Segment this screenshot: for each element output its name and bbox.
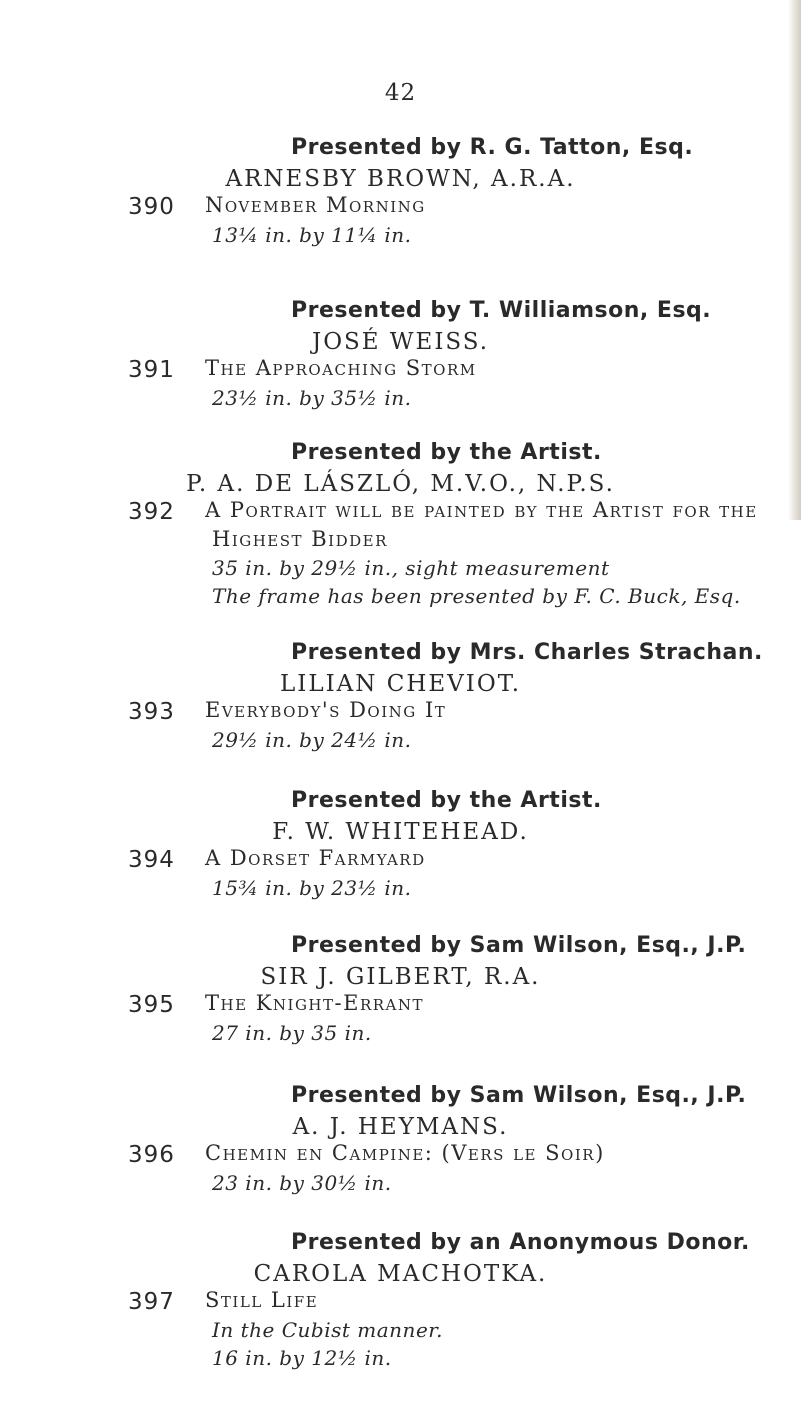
donor-line: Presented by Sam Wilson, Esq., J.P.: [291, 933, 747, 958]
dimensions: 29½ in. by 24½ in.: [212, 728, 412, 752]
page-number: 42: [384, 80, 417, 106]
artwork-title: Still Life: [205, 1288, 319, 1312]
dimensions: 27 in. by 35 in.: [212, 1021, 372, 1045]
artist-name: A. J. HEYMANS.: [292, 1114, 509, 1140]
artwork-title: Everybody's Doing It: [205, 698, 447, 722]
lot-number: 397: [128, 1289, 175, 1315]
dimensions: 16 in. by 12½ in.: [212, 1346, 392, 1370]
artwork-title: A Portrait will be painted by the Artist for the: [205, 498, 758, 522]
lot-number: 391: [128, 357, 175, 383]
artwork-title: The Approaching Storm: [205, 356, 477, 380]
donor-line: Presented by an Anonymous Donor.: [291, 1230, 750, 1255]
donor-line: Presented by Mrs. Charles Strachan.: [291, 640, 763, 665]
frame-note: The frame has been presented by F. C. Buck, Esq.: [212, 584, 741, 608]
donor-line: Presented by the Artist.: [291, 788, 602, 813]
artist-name: P. A. DE LÁSZLÓ, M.V.O., N.P.S.: [186, 471, 615, 497]
artist-name: JOSÉ WEISS.: [311, 329, 490, 355]
artwork-title-continuation: Highest Bidder: [212, 527, 388, 551]
artist-name: SIR J. GILBERT, R.A.: [260, 964, 541, 990]
artist-name: CAROLA MACHOTKA.: [253, 1261, 548, 1287]
dimensions: 13¼ in. by 11¼ in.: [212, 223, 412, 247]
artist-name: ARNESBY BROWN, A.R.A.: [225, 166, 576, 192]
artist-name: LILIAN CHEVIOT.: [279, 671, 522, 697]
dimensions: 15¾ in. by 23½ in.: [212, 876, 412, 900]
artwork-title: Chemin en Campine: (Vers le Soir): [205, 1141, 605, 1165]
lot-number: 392: [128, 499, 175, 525]
donor-line: Presented by Sam Wilson, Esq., J.P.: [291, 1083, 747, 1108]
artwork-title: A Dorset Farmyard: [205, 846, 426, 870]
dimensions: 35 in. by 29½ in., sight measurement: [212, 556, 610, 580]
lot-number: 394: [128, 847, 175, 873]
artwork-title: November Morning: [205, 193, 426, 217]
scan-edge-shadow: [788, 0, 801, 520]
lot-number: 395: [128, 992, 175, 1018]
description: In the Cubist manner.: [212, 1318, 443, 1342]
donor-line: Presented by R. G. Tatton, Esq.: [291, 135, 694, 160]
lot-number: 396: [128, 1142, 175, 1168]
artist-name: F. W. WHITEHEAD.: [272, 819, 529, 845]
dimensions: 23½ in. by 35½ in.: [212, 386, 412, 410]
artwork-title: The Knight-Errant: [205, 991, 424, 1015]
dimensions: 23 in. by 30½ in.: [212, 1171, 392, 1195]
donor-line: Presented by the Artist.: [291, 440, 602, 465]
lot-number: 390: [128, 194, 175, 220]
lot-number: 393: [128, 699, 175, 725]
donor-line: Presented by T. Williamson, Esq.: [291, 298, 712, 323]
